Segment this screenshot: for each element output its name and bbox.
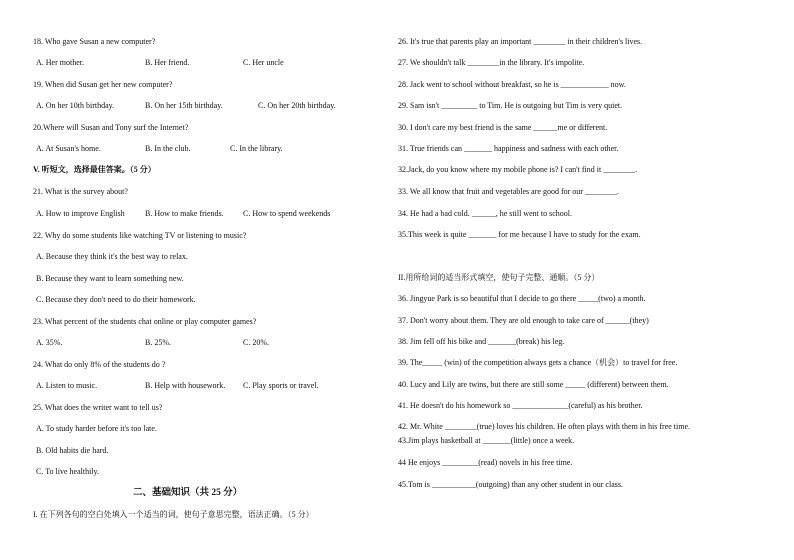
part-two-heading: 二、基础知识（共 25 分） [133,488,243,498]
question-24-text: 24. What do only 8% of the students do ? [33,360,166,369]
question-18-option-a: A. Her mother. [36,58,84,67]
question-25-text: 25. What does the writer want to tell us? [33,403,163,412]
part-two-section-i-instructions: I. 在下列各句的空白处填入一个适当的词，使句子意思完整，语法正确。（5 分） [33,510,314,519]
sentence-43: 43.Jim plays basketball at _______(little) once a week. [398,436,575,445]
question-20-text: 20.Where will Susan and Tony surf the Internet? [33,123,189,132]
sentence-31: 31. True friends can _______ happiness and sadness with each other. [398,144,619,153]
sentence-41: 41. He doesn't do his homework so ______________(careful) as his brother. [398,401,643,410]
question-22-text: 22. Why do some students like watching TV or listening to music? [33,231,247,240]
sentence-37: 37. Don't worry about them. They are old enough to take care of ______(they) [398,316,649,325]
sentence-26: 26. It's true that parents play an important ________ in their children's lives. [398,37,643,46]
question-24-option-c: C. Play sports or travel. [243,381,319,390]
question-23-option-c: C. 20%. [243,338,269,347]
question-18-option-c: C. Her uncle [243,58,284,67]
section-v-heading: V. 听短文，选择最佳答案。（5 分） [33,165,156,174]
sentence-33: 33. We all know that fruit and vegetables are good for our ________. [398,187,619,196]
question-19-option-a: A. On her 10th birthday. [36,101,115,110]
sentence-38: 38. Jim fell off his bike and _______(break) his leg. [398,337,565,346]
section-ii-instructions: II.用所给词的适当形式填空，使句子完整、通顺。（5 分） [398,273,600,282]
question-24-option-a: A. Listen to music. [36,381,98,390]
sentence-30: 30. I don't care my best friend is the same ______me or different. [398,123,608,132]
question-25-option-a: A. To study harder before it's too late. [36,424,157,433]
sentence-36: 36. Jingyue Park is so beautiful that I decide to go there _____(two) a month. [398,294,646,303]
question-23-text: 23. What percent of the students chat online or play computer games? [33,317,257,326]
question-22-option-a: A. Because they think it's the best way to relax. [36,252,188,261]
question-19-option-b: B. On her 15th birthday. [145,101,223,110]
question-19-text: 19. When did Susan get her new computer? [33,80,173,89]
question-22-option-c: C. Because they don't need to do their homework. [36,295,196,304]
question-20-option-a: A. At Susan's home. [36,144,101,153]
sentence-29: 29. Sam isn't _________ to Tim. He is outgoing but Tim is very quiet. [398,101,623,110]
question-23-option-b: B. 25%. [145,338,171,347]
question-19-option-c: C. On her 20th birthday. [258,101,336,110]
question-22-option-b: B. Because they want to learn something new. [36,274,184,283]
sentence-35: 35.This week is quite _______ for me because I have to study for the exam. [398,230,641,239]
sentence-45: 45.Tom is ___________(outgoing) than any other student in our class. [398,480,623,489]
question-24-option-b: B. Help with housework. [145,381,226,390]
sentence-34: 34. He had a bad cold. ______, he still went to school. [398,209,572,218]
question-18-text: 18. Who gave Susan a new computer? [33,37,156,46]
question-20-option-c: C. In the library. [230,144,283,153]
sentence-32: 32.Jack, do you know where my mobile phone is? I can't find it ________. [398,165,638,174]
question-21-text: 21. What is the survey about? [33,187,128,196]
sentence-39: 39. The_____ (win) of the competition always gets a chance（机会）to travel for free. [398,358,678,367]
question-23-option-a: A. 35%. [36,338,63,347]
question-25-option-b: B. Old habits die hard. [36,446,109,455]
question-20-option-b: B. In the club. [145,144,191,153]
sentence-44: 44 He enjoys _________(read) novels in his free time. [398,458,573,467]
sentence-42: 42. Mr. White ________(true) loves his children. He often plays with them in his free time. [398,422,691,431]
sentence-28: 28. Jack went to school without breakfast, so he is ____________ now. [398,80,626,89]
question-21-option-c: C. How to spend weekends [243,209,331,218]
question-18-option-b: B. Her friend. [145,58,190,67]
question-25-option-c: C. To live healthily. [36,467,99,476]
sentence-40: 40. Lucy and Lily are twins, but there are still some _____ (different) between them. [398,380,669,389]
sentence-27: 27. We shouldn't talk ________in the library. It's impolite. [398,58,585,67]
question-21-option-a: A. How to improve English [36,209,125,218]
question-21-option-b: B. How to make friends. [145,209,224,218]
